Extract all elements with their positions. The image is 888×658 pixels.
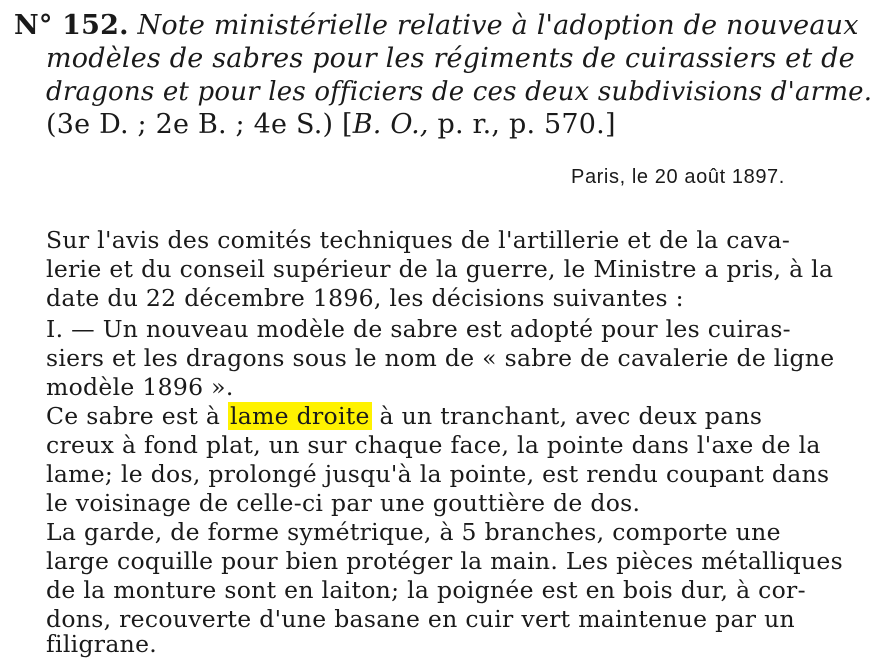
body-line-7-start: Ce sabre est à <box>46 402 228 430</box>
body-line-4: I. — Un nouveau modèle de sabre est adopté pour les cuiras- <box>46 315 791 343</box>
body-line-3: date du 22 décembre 1896, les décisions suivantes : <box>46 284 684 312</box>
body-line-14: dons, recouverte d'une basane en cuir vert maintenue par un <box>46 605 795 633</box>
body-line-15: filigrane. <box>46 630 158 658</box>
title-line-2: modèles de sabres pour les régiments de cuirassiers et de <box>46 43 855 74</box>
body-line-6: modèle 1896 ». <box>46 373 234 401</box>
body-line-2: lerie et du conseil supérieur de la guerre, le Ministre a pris, à la <box>46 255 834 283</box>
reference-line <box>46 110 616 140</box>
body-line-12: large coquille pour bien protéger la main. Les pièces métalliques <box>46 547 843 575</box>
body-line-8: creux à fond plat, un sur chaque face, la pointe dans l'axe de la <box>46 431 821 459</box>
reference-tail: p. r., p. 570.] <box>428 109 616 140</box>
date-line: Paris, le 20 août 1897. <box>571 166 785 188</box>
title-line-1: Note ministérielle relative à l'adoption de nouveaux <box>128 10 859 41</box>
reference-plain: (3e D. ; 2e B. ; 4e S.) [ <box>46 109 353 140</box>
header-line-1 <box>14 11 859 41</box>
highlighted-phrase: lame droite <box>229 402 370 430</box>
note-number: N° 152. <box>14 10 129 41</box>
body-line-1: Sur l'avis des comités techniques de l'artillerie et de la cava- <box>46 226 791 254</box>
body-line-5: siers et les dragons sous le nom de « sabre de cavalerie de ligne <box>46 344 835 372</box>
body-line-7 <box>46 402 762 430</box>
reference-italic: B. O., <box>352 109 429 140</box>
body-line-13: de la monture sont en laiton; la poignée est en bois dur, à cor- <box>46 576 806 604</box>
body-line-10: le voisinage de celle-ci par une gouttière de dos. <box>46 489 641 517</box>
title-line-3: dragons et pour les officiers de ces deux subdivisions d'arme. <box>46 77 873 107</box>
body-line-7-end: à un tranchant, avec deux pans <box>371 402 763 430</box>
body-line-9: lame; le dos, prolongé jusqu'à la pointe, est rendu coupant dans <box>46 460 830 488</box>
body-line-11: La garde, de forme symétrique, à 5 branches, comporte une <box>46 518 781 546</box>
